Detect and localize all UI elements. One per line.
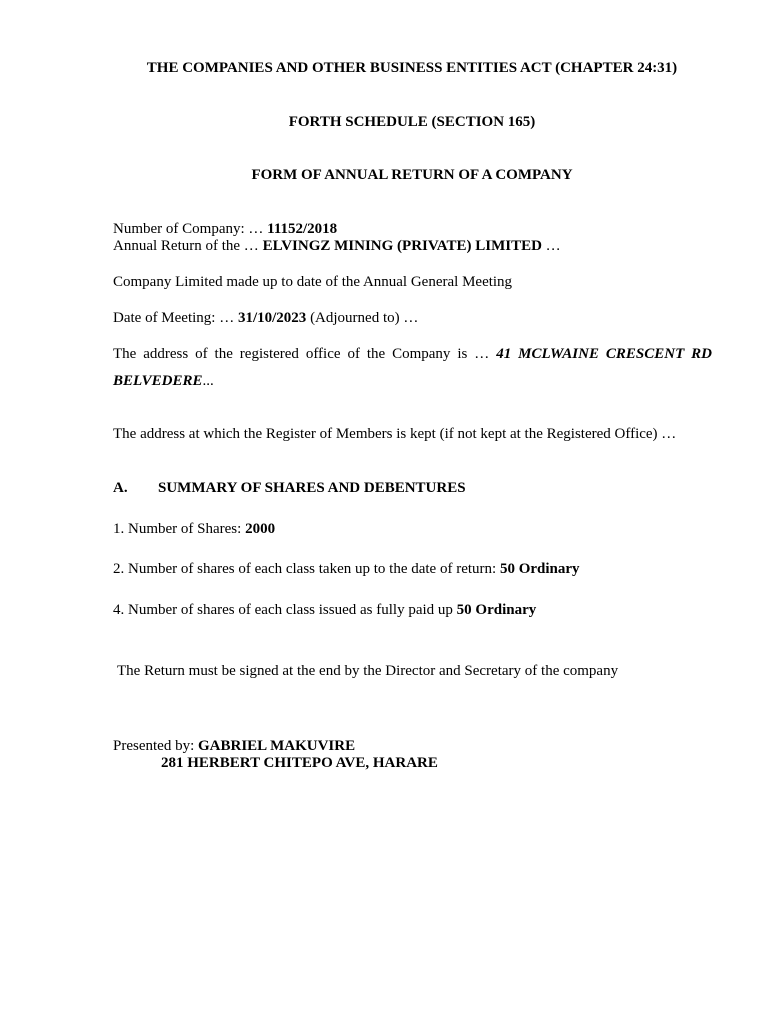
shares-item-2-value: 50 Ordinary <box>499 561 580 577</box>
company-name-value: ELVINGZ MINING (PRIVATE) LIMITED <box>262 238 542 254</box>
registered-office-suffix: ... <box>202 373 214 389</box>
registered-office-line <box>113 345 712 363</box>
meeting-date-line <box>113 309 418 327</box>
shares-item-2 <box>113 560 580 578</box>
meeting-date-suffix: (Adjourned to) … <box>306 310 419 326</box>
meeting-date-value: 31/10/2023 <box>237 310 307 326</box>
shares-item-1-value: 2000 <box>245 521 276 537</box>
shares-item-4 <box>113 601 536 619</box>
schedule-title: FORTH SCHEDULE (SECTION 165) <box>288 114 536 130</box>
presenter-name: GABRIEL MAKUVIRE <box>197 738 356 754</box>
presenter-address: 281 HERBERT CHITEPO AVE, HARARE <box>161 755 438 771</box>
shares-item-1 <box>113 520 275 538</box>
register-of-members-text: The address at which the Register of Members is kept (if not kept at the Registered Office) … <box>113 426 677 442</box>
made-up-text: Company Limited made up to date of the Annual General Meeting <box>113 274 513 290</box>
company-name-suffix: … <box>541 238 561 254</box>
registered-office-address-line2: BELVEDERE <box>113 373 203 389</box>
annual-return-label: Annual Return of the … <box>113 238 263 254</box>
form-title: FORM OF ANNUAL RETURN OF A COMPANY <box>251 167 573 183</box>
registered-office-address-line1: 41 MCLWAINE CRESCENT RD <box>496 346 712 362</box>
shares-item-4-value: 50 Ordinary <box>456 602 537 618</box>
company-number-line <box>113 220 337 238</box>
section-heading: SUMMARY OF SHARES AND DEBENTURES <box>158 480 466 496</box>
shares-item-4-label: 4. Number of shares of each class issued as fully paid up <box>113 602 457 618</box>
signature-note: The Return must be signed at the end by the Director and Secretary of the company <box>117 663 619 679</box>
registered-office-line2 <box>113 372 214 390</box>
annual-return-line <box>113 237 561 255</box>
presented-by-label: Presented by: <box>113 738 198 754</box>
meeting-date-label: Date of Meeting: … <box>113 310 238 326</box>
company-number-label: Number of Company: … <box>113 221 268 237</box>
section-letter: A. <box>113 480 128 496</box>
shares-item-2-label: 2. Number of shares of each class taken up to the date of return: <box>113 561 500 577</box>
presented-by-line <box>113 737 355 755</box>
registered-office-label: The address of the registered office of the Company is … <box>113 346 497 362</box>
company-number-value: 11152/2018 <box>267 221 338 237</box>
act-title: THE COMPANIES AND OTHER BUSINESS ENTITIES ACT (CHAPTER 24:31) <box>146 60 678 76</box>
shares-item-1-label: 1. Number of Shares: <box>113 521 246 537</box>
